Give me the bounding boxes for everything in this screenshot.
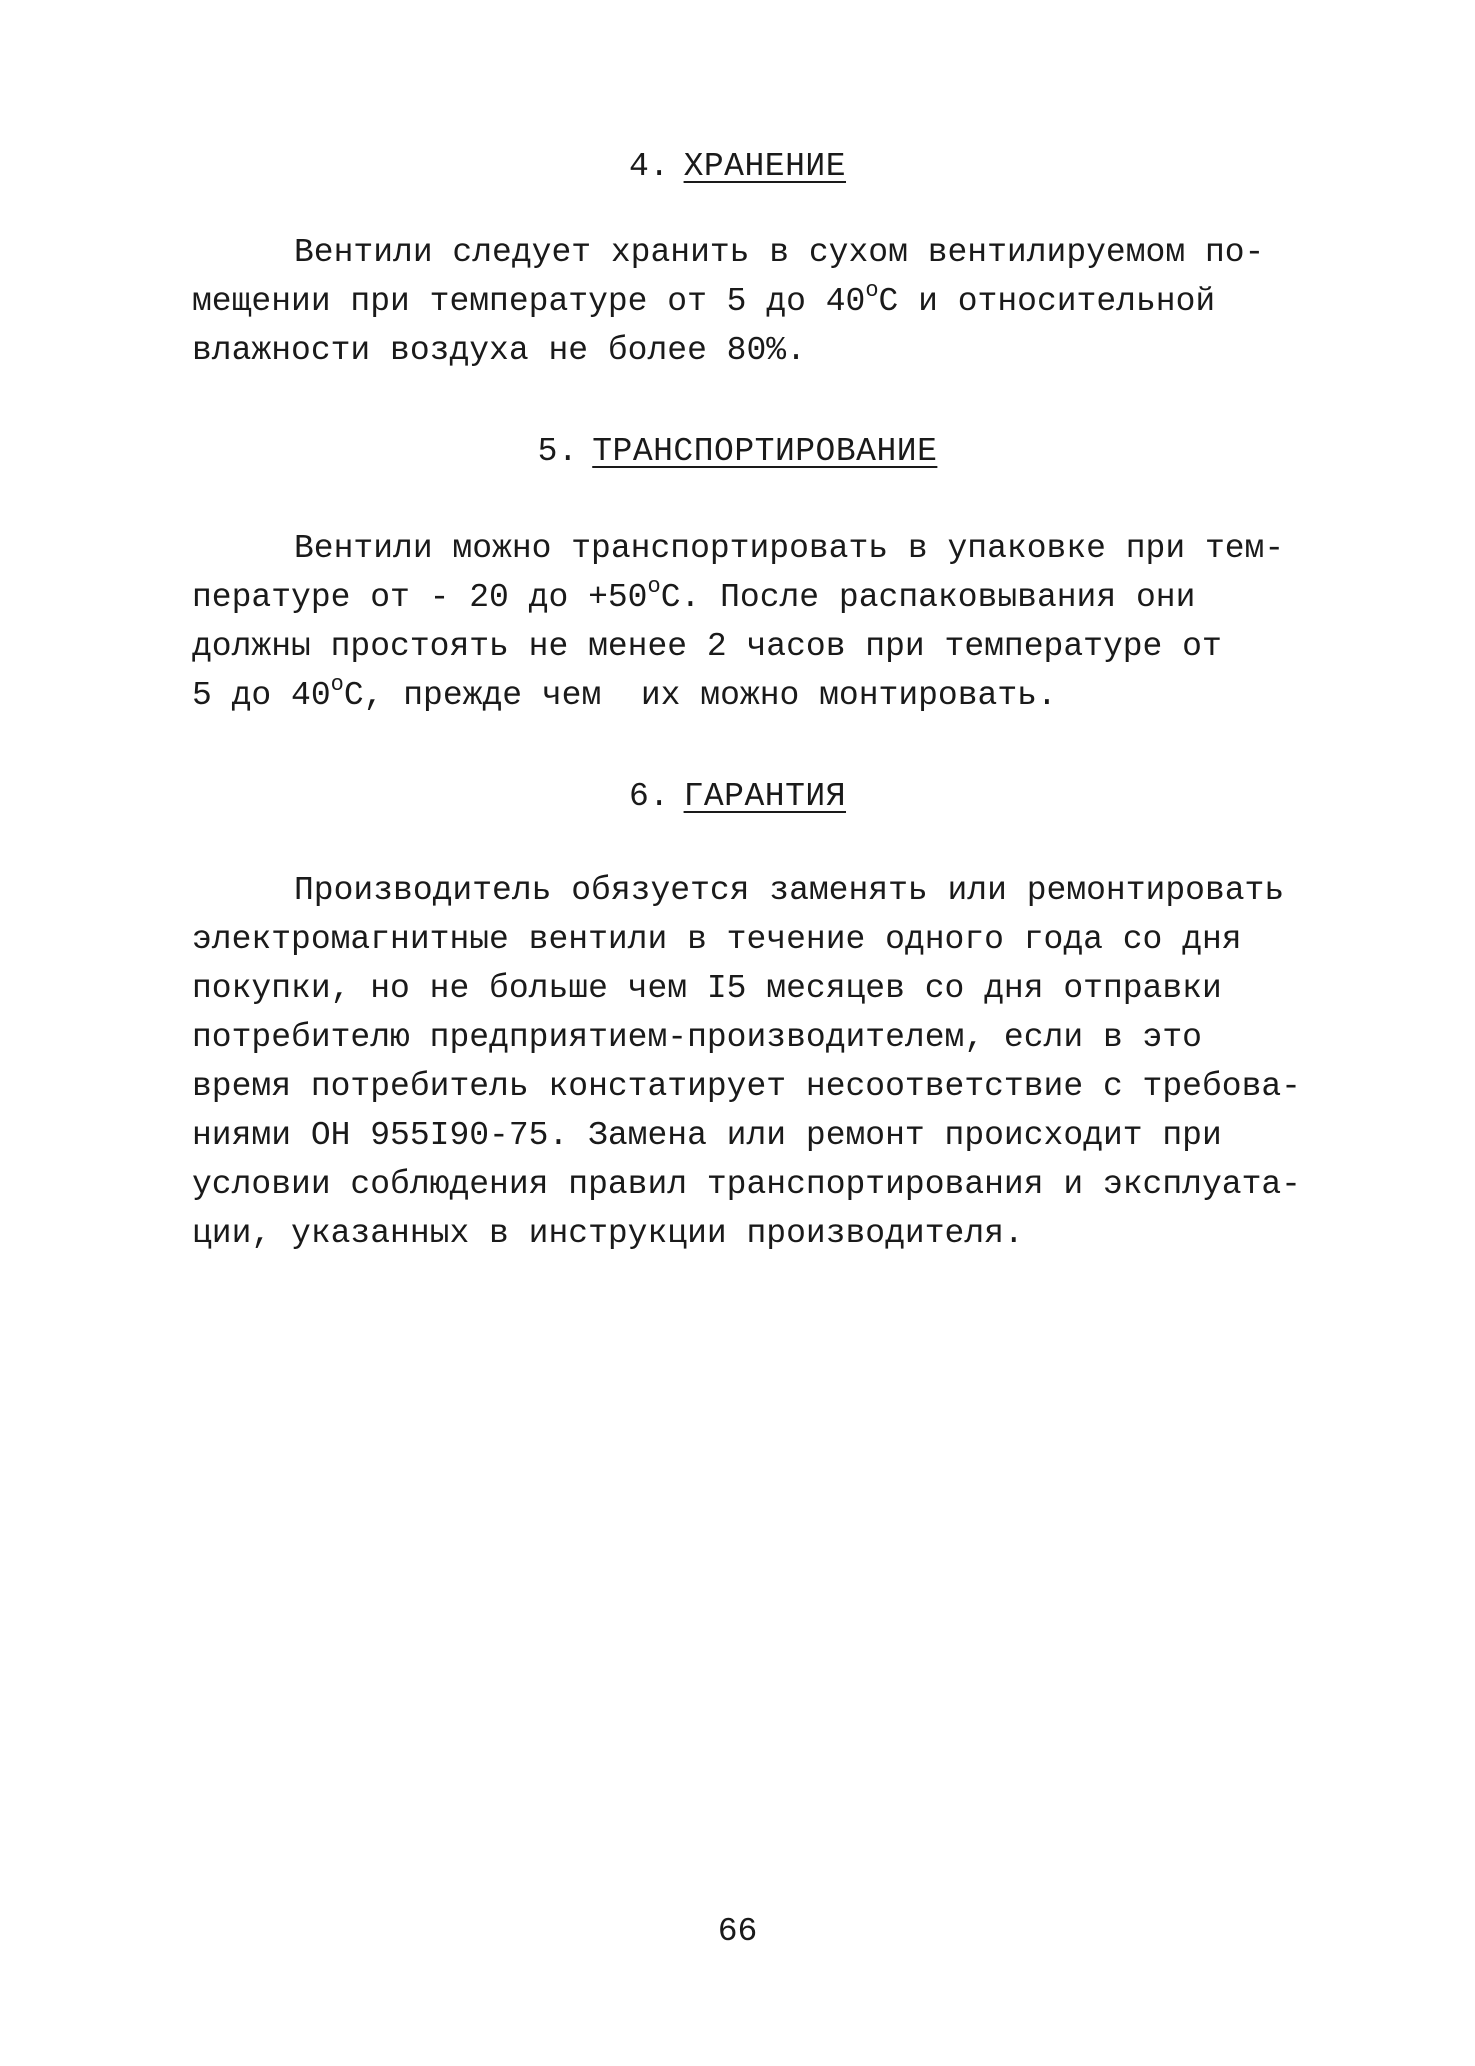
text-line: время потребитель констатирует несоответствие с требова- (192, 1068, 1301, 1105)
text-line: ции, указанных в инструкции производителя. (192, 1215, 1024, 1252)
paragraph-storage (192, 228, 1312, 375)
degree-mark: o (330, 672, 344, 697)
text-line: электромагнитные вентили в течение одного года со дня (192, 921, 1242, 958)
degree-mark: o (865, 278, 879, 303)
section-heading-storage (0, 145, 1475, 189)
section-number: 5. (537, 433, 579, 470)
paragraph-warranty (192, 866, 1312, 1258)
text-line: 5 до 40$^o$C, прежде чем их можно монтировать. (192, 672, 1057, 714)
degree-mark: o (647, 574, 661, 599)
text-line: Вентили следует хранить в сухом вентилируемом по- (294, 234, 1265, 271)
text-line: влажности воздуха не более 80%. (192, 332, 806, 369)
section-heading-warranty (0, 775, 1475, 819)
text-line: Производитель обязуется заменять или ремонтировать (294, 872, 1285, 909)
paragraph-transport (192, 524, 1312, 720)
section-title: ТРАНСПОРТИРОВАНИЕ (592, 433, 938, 470)
section-number: 6. (628, 778, 670, 815)
text-line: мещении при температуре от 5 до 40$^o$C и относительной (192, 278, 1216, 320)
text-line: должны простоять не менее 2 часов при температуре от (192, 628, 1222, 665)
text-line: ниями ОН 955I90-75. Замена или ремонт происходит при (192, 1117, 1222, 1154)
text-line: Вентили можно транспортировать в упаковке при тем- (294, 530, 1285, 567)
text-line: потребителю предприятием-производителем, если в это (192, 1019, 1202, 1056)
section-heading-transport (0, 430, 1475, 474)
text-line: условии соблюдения правил транспортирования и эксплуата- (192, 1166, 1301, 1203)
page-number: 66 (717, 1913, 758, 1950)
section-number: 4. (628, 148, 670, 185)
text-line: покупки, но не больше чем I5 месяцев со дня отправки (192, 970, 1222, 1007)
section-title: ГАРАНТИЯ (683, 778, 847, 815)
section-title: ХРАНЕНИЕ (683, 148, 847, 185)
text-line: пературе от - 20 до $+50^oC$. После распаковывания они (192, 574, 1196, 616)
